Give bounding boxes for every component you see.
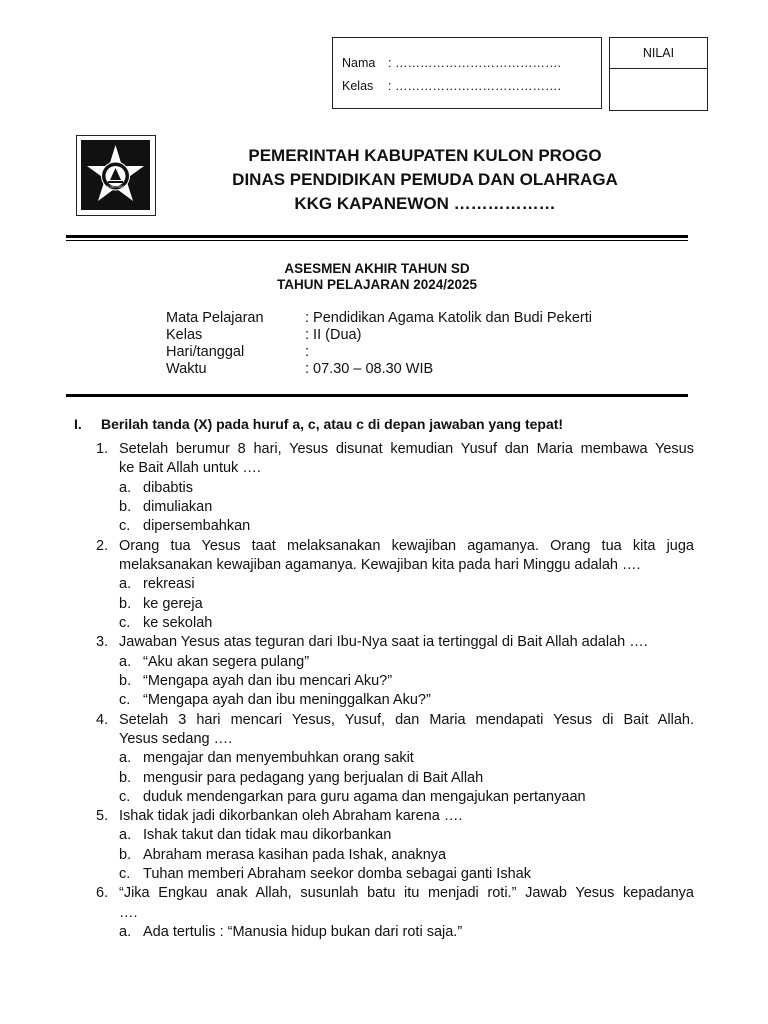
answer-option[interactable]: a. rekreasi (119, 576, 195, 592)
exam-title: ASESMEN AKHIR TAHUN SD (284, 261, 470, 276)
meta-key: Waktu (166, 361, 207, 377)
answer-option[interactable]: b. dimuliakan (119, 499, 213, 515)
class-field[interactable]: : …………………………………. (388, 79, 561, 93)
logo-text: KULON PROGO (103, 185, 128, 189)
question-line: Jawaban Yesus atas teguran dari Ibu-Nya saat ia tertinggal di Bait Allah adalah …. (119, 634, 648, 650)
name-field[interactable]: : …………………………………. (388, 56, 561, 70)
meta-key: Hari/tanggal (166, 344, 245, 360)
question-line: melaksanakan kewajiban agamanya. Kewajiban kita pada hari Minggu adalah …. (119, 557, 641, 573)
question-line: Setelah berumur 8 hari, Yesus disunat kemudian Yusuf dan Maria membawa Yesus (119, 441, 694, 457)
question-line: …. (119, 905, 138, 921)
exam-year: TAHUN PELAJARAN 2024/2025 (276, 277, 478, 292)
answer-option[interactable]: c. duduk mendengarkan para guru agama dan mengajukan pertanyaan (119, 789, 586, 805)
meta-value: : II (Dua) (305, 327, 362, 343)
question-number: 5. (96, 808, 109, 824)
score-field[interactable] (610, 69, 707, 109)
government-title: PEMERINTAH KABUPATEN KULON PROGO (248, 146, 602, 165)
meta-value: : (305, 344, 310, 360)
section-heading (74, 416, 563, 432)
kkg-title: KKG KAPANEWON ……………… (294, 194, 556, 213)
answer-option[interactable]: a. Ada tertulis : “Manusia hidup bukan dari roti saja.” (119, 924, 463, 940)
meta-value: : Pendidikan Agama Katolik dan Budi Pekerti (305, 310, 592, 326)
answer-option[interactable]: a. Ishak takut dan tidak mau dikorbankan (119, 827, 392, 843)
header-rule-thin (66, 240, 688, 241)
answer-option[interactable]: a. mengajar dan menyembuhkan orang sakit (119, 750, 414, 766)
department-title: DINAS PENDIDIKAN PEMUDA DAN OLAHRAGA (232, 170, 618, 189)
answer-option[interactable]: c. dipersembahkan (119, 518, 251, 534)
answer-option[interactable]: c. “Mengapa ayah dan ibu meninggalkan Aku?” (119, 692, 431, 708)
question-line: ke Bait Allah untuk …. (119, 460, 261, 476)
name-label: Nama (342, 56, 376, 70)
answer-option[interactable]: c. Tuhan memberi Abraham seekor domba sebagai ganti Ishak (119, 866, 531, 882)
question-line: Orang tua Yesus taat melaksanakan kewajiban agamanya. Orang tua kita juga (119, 538, 694, 554)
answer-option[interactable]: a. “Aku akan segera pulang” (119, 654, 310, 670)
class-row (342, 79, 561, 93)
meta-class (166, 327, 361, 343)
answer-option[interactable]: b. mengusir para pedagang yang berjualan di Bait Allah (119, 770, 484, 786)
meta-time (166, 361, 433, 377)
name-row (342, 56, 561, 70)
meta-subject (166, 310, 592, 326)
score-box (609, 37, 708, 111)
section-instruction: Berilah tanda (X) pada huruf a, c, atau c di depan jawaban yang tepat! (101, 416, 564, 432)
question-number: 4. (96, 712, 109, 728)
question-number: 2. (96, 538, 109, 554)
section-number: I. (74, 416, 82, 432)
question-line: Yesus sedang …. (119, 731, 233, 747)
question-line: “Jika Engkau anak Allah, susunlah batu itu menjadi roti.” Jawab Yesus kepadanya (119, 885, 694, 901)
class-label: Kelas (342, 79, 374, 93)
answer-option[interactable]: b. Abraham merasa kasihan pada Ishak, anaknya (119, 847, 447, 863)
meta-date (166, 344, 309, 360)
answer-option[interactable]: b. ke gereja (119, 596, 203, 612)
question-number: 6. (96, 885, 109, 901)
header-rule-thick (66, 235, 688, 238)
answer-option[interactable]: c. ke sekolah (119, 615, 213, 631)
meta-key: Mata Pelajaran (166, 310, 264, 326)
meta-key: Kelas (166, 327, 203, 343)
question-line: Ishak tidak jadi dikorbankan oleh Abraham karena …. (119, 808, 463, 824)
meta-value: : 07.30 – 08.30 WIB (305, 361, 434, 377)
question-line: Setelah 3 hari mencari Yesus, Yusuf, dan Maria mendapati Yesus di Bait Allah. (119, 712, 694, 728)
answer-option[interactable]: a. dibabtis (119, 480, 193, 496)
score-label: NILAI (610, 38, 707, 69)
answer-option[interactable]: b. “Mengapa ayah dan ibu mencari Aku?” (119, 673, 393, 689)
question-number: 1. (96, 441, 109, 457)
student-identity-box (332, 37, 602, 109)
meta-rule (66, 394, 688, 397)
question-number: 3. (96, 634, 109, 650)
